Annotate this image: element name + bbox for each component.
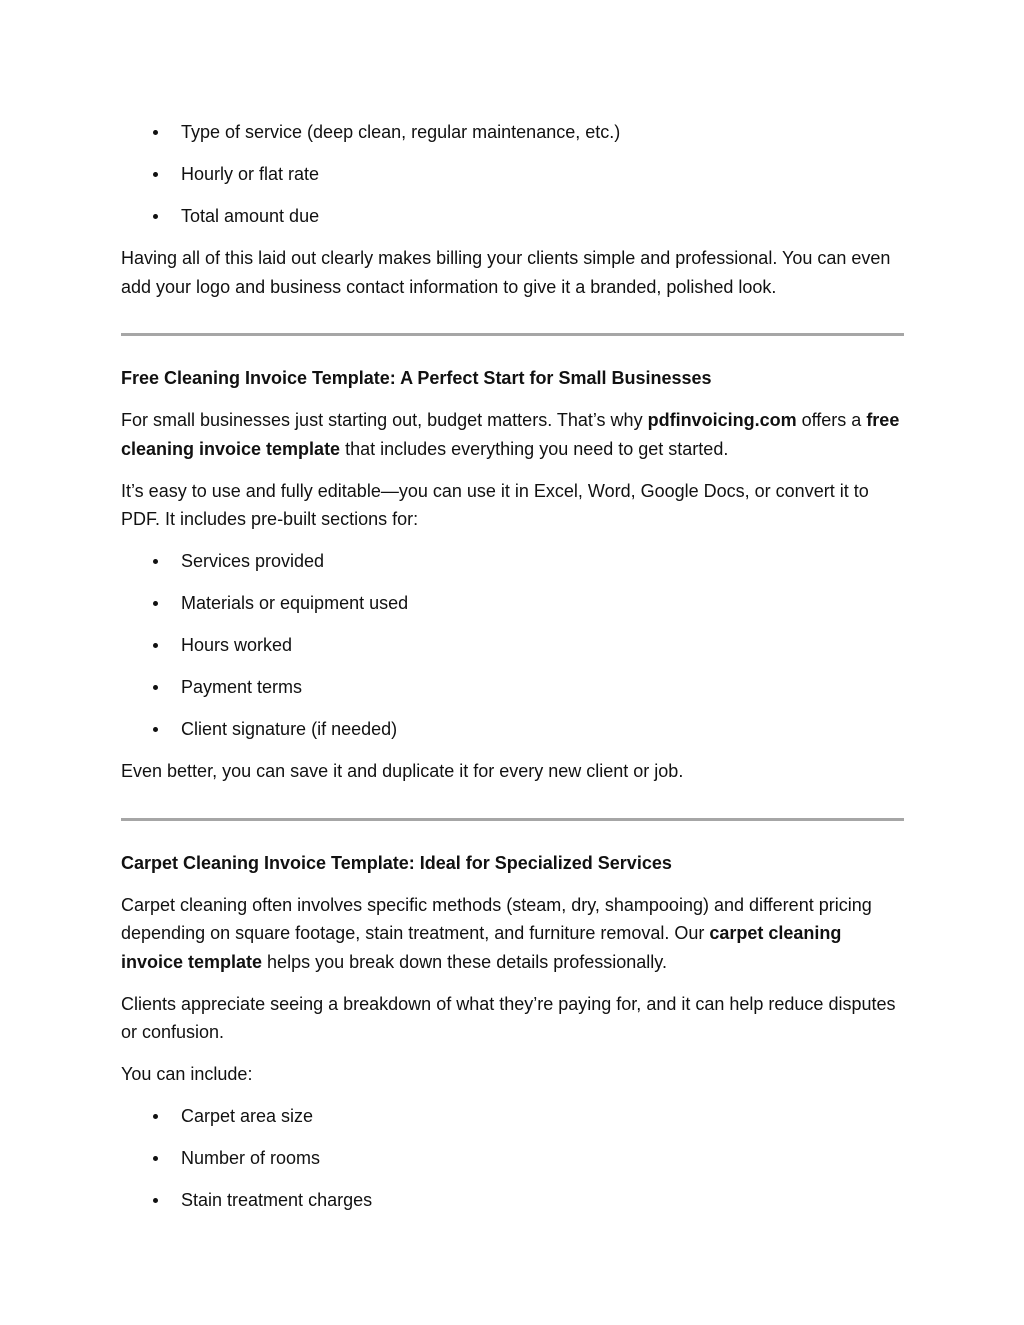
bullet-icon: [153, 214, 158, 219]
list-item: Hours worked: [121, 631, 904, 660]
bullet-icon: [153, 727, 158, 732]
bullet-icon: [153, 1198, 158, 1203]
top-bullet-list: [121, 118, 904, 231]
free-template-paragraph-2: It’s easy to use and fully editable—you can use it in Excel, Word, Google Docs, or convert it to PDF. It includes pre-built sections for:: [121, 480, 869, 529]
carpet-template-paragraph-1: Carpet cleaning often involves specific methods (steam, dry, shampooing) and different pricing depending on square footage, stain treatment, and furniture removal. Our carpet cleaning invoice template helps you break down these details professionally.: [121, 894, 872, 972]
carpet-template-bullet-list: [121, 1102, 904, 1215]
document-page: [121, 118, 904, 1228]
bullet-icon: [153, 559, 158, 564]
list-item: Number of rooms: [121, 1144, 904, 1173]
free-template-bullet-list: [121, 547, 904, 744]
bullet-icon: [153, 1156, 158, 1161]
bullet-icon: [153, 643, 158, 648]
carpet-template-paragraph-2: Clients appreciate seeing a breakdown of what they’re paying for, and it can help reduce disputes or confusion.: [121, 993, 896, 1042]
carpet-template-paragraph-3: You can include:: [121, 1064, 253, 1084]
list-item: Services provided: [121, 547, 904, 576]
bullet-icon: [153, 172, 158, 177]
list-item: Type of service (deep clean, regular maintenance, etc.): [121, 118, 904, 147]
bullet-icon: [153, 685, 158, 690]
bullet-icon: [153, 1114, 158, 1119]
free-template-paragraph-1: For small businesses just starting out, budget matters. That’s why pdfinvoicing.com offers a free cleaning invoice template that includes everything you need to get started.: [121, 410, 900, 459]
list-item: Payment terms: [121, 673, 904, 702]
list-item: Client signature (if needed): [121, 715, 904, 744]
bullet-icon: [153, 601, 158, 606]
list-item: Carpet area size: [121, 1102, 904, 1131]
free-template-paragraph-3: Even better, you can save it and duplicate it for every new client or job.: [121, 761, 684, 781]
bullet-icon: [153, 130, 158, 135]
section-divider: [121, 818, 904, 821]
section-divider: [121, 333, 904, 336]
list-item: Stain treatment charges: [121, 1186, 904, 1215]
list-item: Total amount due: [121, 202, 904, 231]
list-item: Hourly or flat rate: [121, 160, 904, 189]
section-heading-free-template: Free Cleaning Invoice Template: A Perfect Start for Small Businesses: [121, 368, 712, 388]
list-item: Materials or equipment used: [121, 589, 904, 618]
section-heading-carpet-template: Carpet Cleaning Invoice Template: Ideal for Specialized Services: [121, 852, 672, 873]
intro-paragraph: Having all of this laid out clearly makes billing your clients simple and professional. You can even add your logo and business contact information to give it a branded, polished look.: [121, 248, 891, 297]
